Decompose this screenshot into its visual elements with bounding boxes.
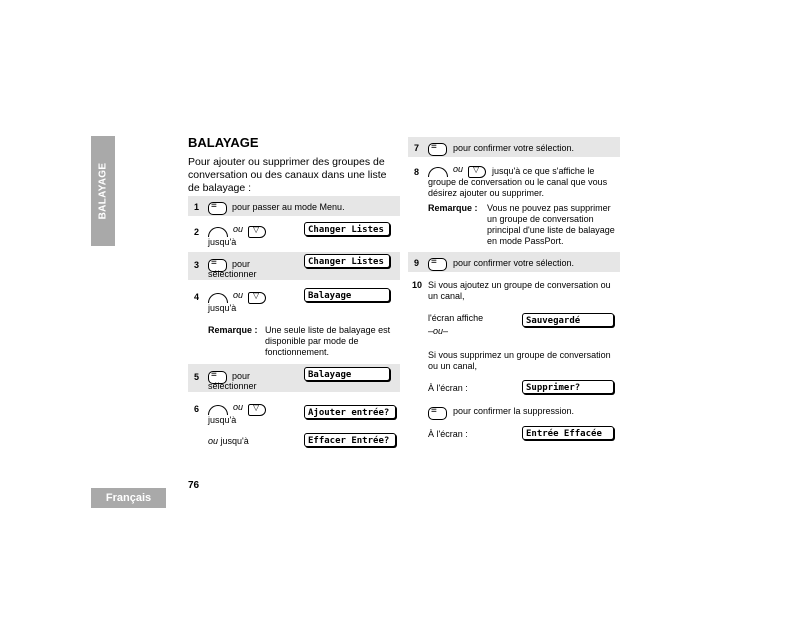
intro-text: Pour ajouter ou supprimer des groupes de conversation ou des canaux dans une liste de balayage :	[188, 156, 387, 194]
confirm-text: pour confirmer la suppression.	[453, 406, 575, 416]
lcd-display: Sauvegardé	[522, 313, 614, 327]
or-text: ou	[453, 164, 464, 174]
step-2-sub: jusqu'à	[208, 237, 237, 247]
remark-label: Remarque :	[208, 325, 258, 335]
menu-key-icon	[428, 141, 447, 159]
lcd-display: Changer Listes	[304, 222, 390, 236]
step-9-text: pour confirmer votre sélection.	[453, 258, 575, 268]
remark-text: Une seule liste de balayage est disponible par mode de fonctionnement.	[265, 325, 391, 357]
screen-label: À l'écran :	[428, 383, 468, 393]
step-7-text: pour confirmer votre sélection.	[453, 143, 575, 153]
right-arrow-key-icon	[248, 289, 266, 307]
page-title: BALAYAGE	[188, 135, 259, 150]
step-8-text: jusqu'à ce que s'affiche le groupe de conversation ou le canal que vous désirez ajouter ou supprimer.	[428, 166, 608, 198]
step-6-sub: jusqu'à	[208, 415, 237, 425]
lcd-display: Ajouter entrée?	[304, 405, 396, 419]
step-3-number: 3	[194, 260, 200, 270]
step-3-sub: sélectionner	[208, 269, 257, 279]
menu-key-icon	[428, 256, 447, 274]
screen-label: À l'écran :	[428, 429, 468, 439]
right-arrow-key-icon	[248, 401, 266, 419]
step-3-text: pour	[232, 259, 251, 269]
step-1-number: 1	[194, 202, 200, 212]
step-10-number: 10	[412, 280, 423, 290]
step-1-text: pour passer au mode Menu.	[232, 202, 345, 212]
step-2-number: 2	[194, 227, 200, 237]
step-5-text: pour	[232, 371, 251, 381]
remark-label: Remarque :	[428, 203, 478, 213]
side-section-label: BALAYAGE	[97, 162, 109, 220]
step-6-alt-text: jusqu'à	[218, 436, 249, 446]
lcd-display: Changer Listes	[304, 254, 390, 268]
menu-key-icon	[428, 405, 447, 423]
step-5-sub: sélectionner	[208, 381, 257, 391]
step-8-number: 8	[414, 167, 420, 177]
step-7-number: 7	[414, 143, 420, 153]
lcd-display: Supprimer?	[522, 380, 614, 394]
step-5-number: 5	[194, 372, 200, 382]
or-text: ou	[233, 402, 244, 412]
lcd-display: Balayage	[304, 288, 390, 302]
remark-text: Vous ne pouvez pas supprimer un groupe de conversation principal d'une liste de balayage en mode PassPort.	[487, 203, 615, 246]
step-4-sub: jusqu'à	[208, 303, 237, 313]
page-number: 76	[188, 480, 200, 491]
or-text: ou	[233, 224, 244, 234]
or-text: ou	[233, 290, 244, 300]
or-text: ou	[208, 436, 219, 446]
lcd-display: Balayage	[304, 367, 390, 381]
lcd-display: Entrée Effacée	[522, 426, 614, 440]
language-tab: Français	[91, 488, 166, 508]
step-10-text: Si vous ajoutez un groupe de conversation ou un canal,	[428, 280, 611, 301]
step-4-number: 4	[194, 292, 200, 302]
screen-label: l'écran affiche	[428, 313, 484, 323]
menu-key-icon	[208, 200, 227, 218]
side-section-tab	[91, 136, 115, 246]
lcd-display: Effacer Entrée?	[304, 433, 396, 447]
or-line: –ou–	[428, 326, 449, 336]
right-arrow-key-icon	[248, 223, 266, 241]
step-6-alt	[208, 436, 249, 447]
step-9-number: 9	[414, 258, 420, 268]
step-10-text-2: Si vous supprimez un groupe de conversation ou un canal,	[428, 350, 611, 371]
step-6-number: 6	[194, 404, 200, 414]
